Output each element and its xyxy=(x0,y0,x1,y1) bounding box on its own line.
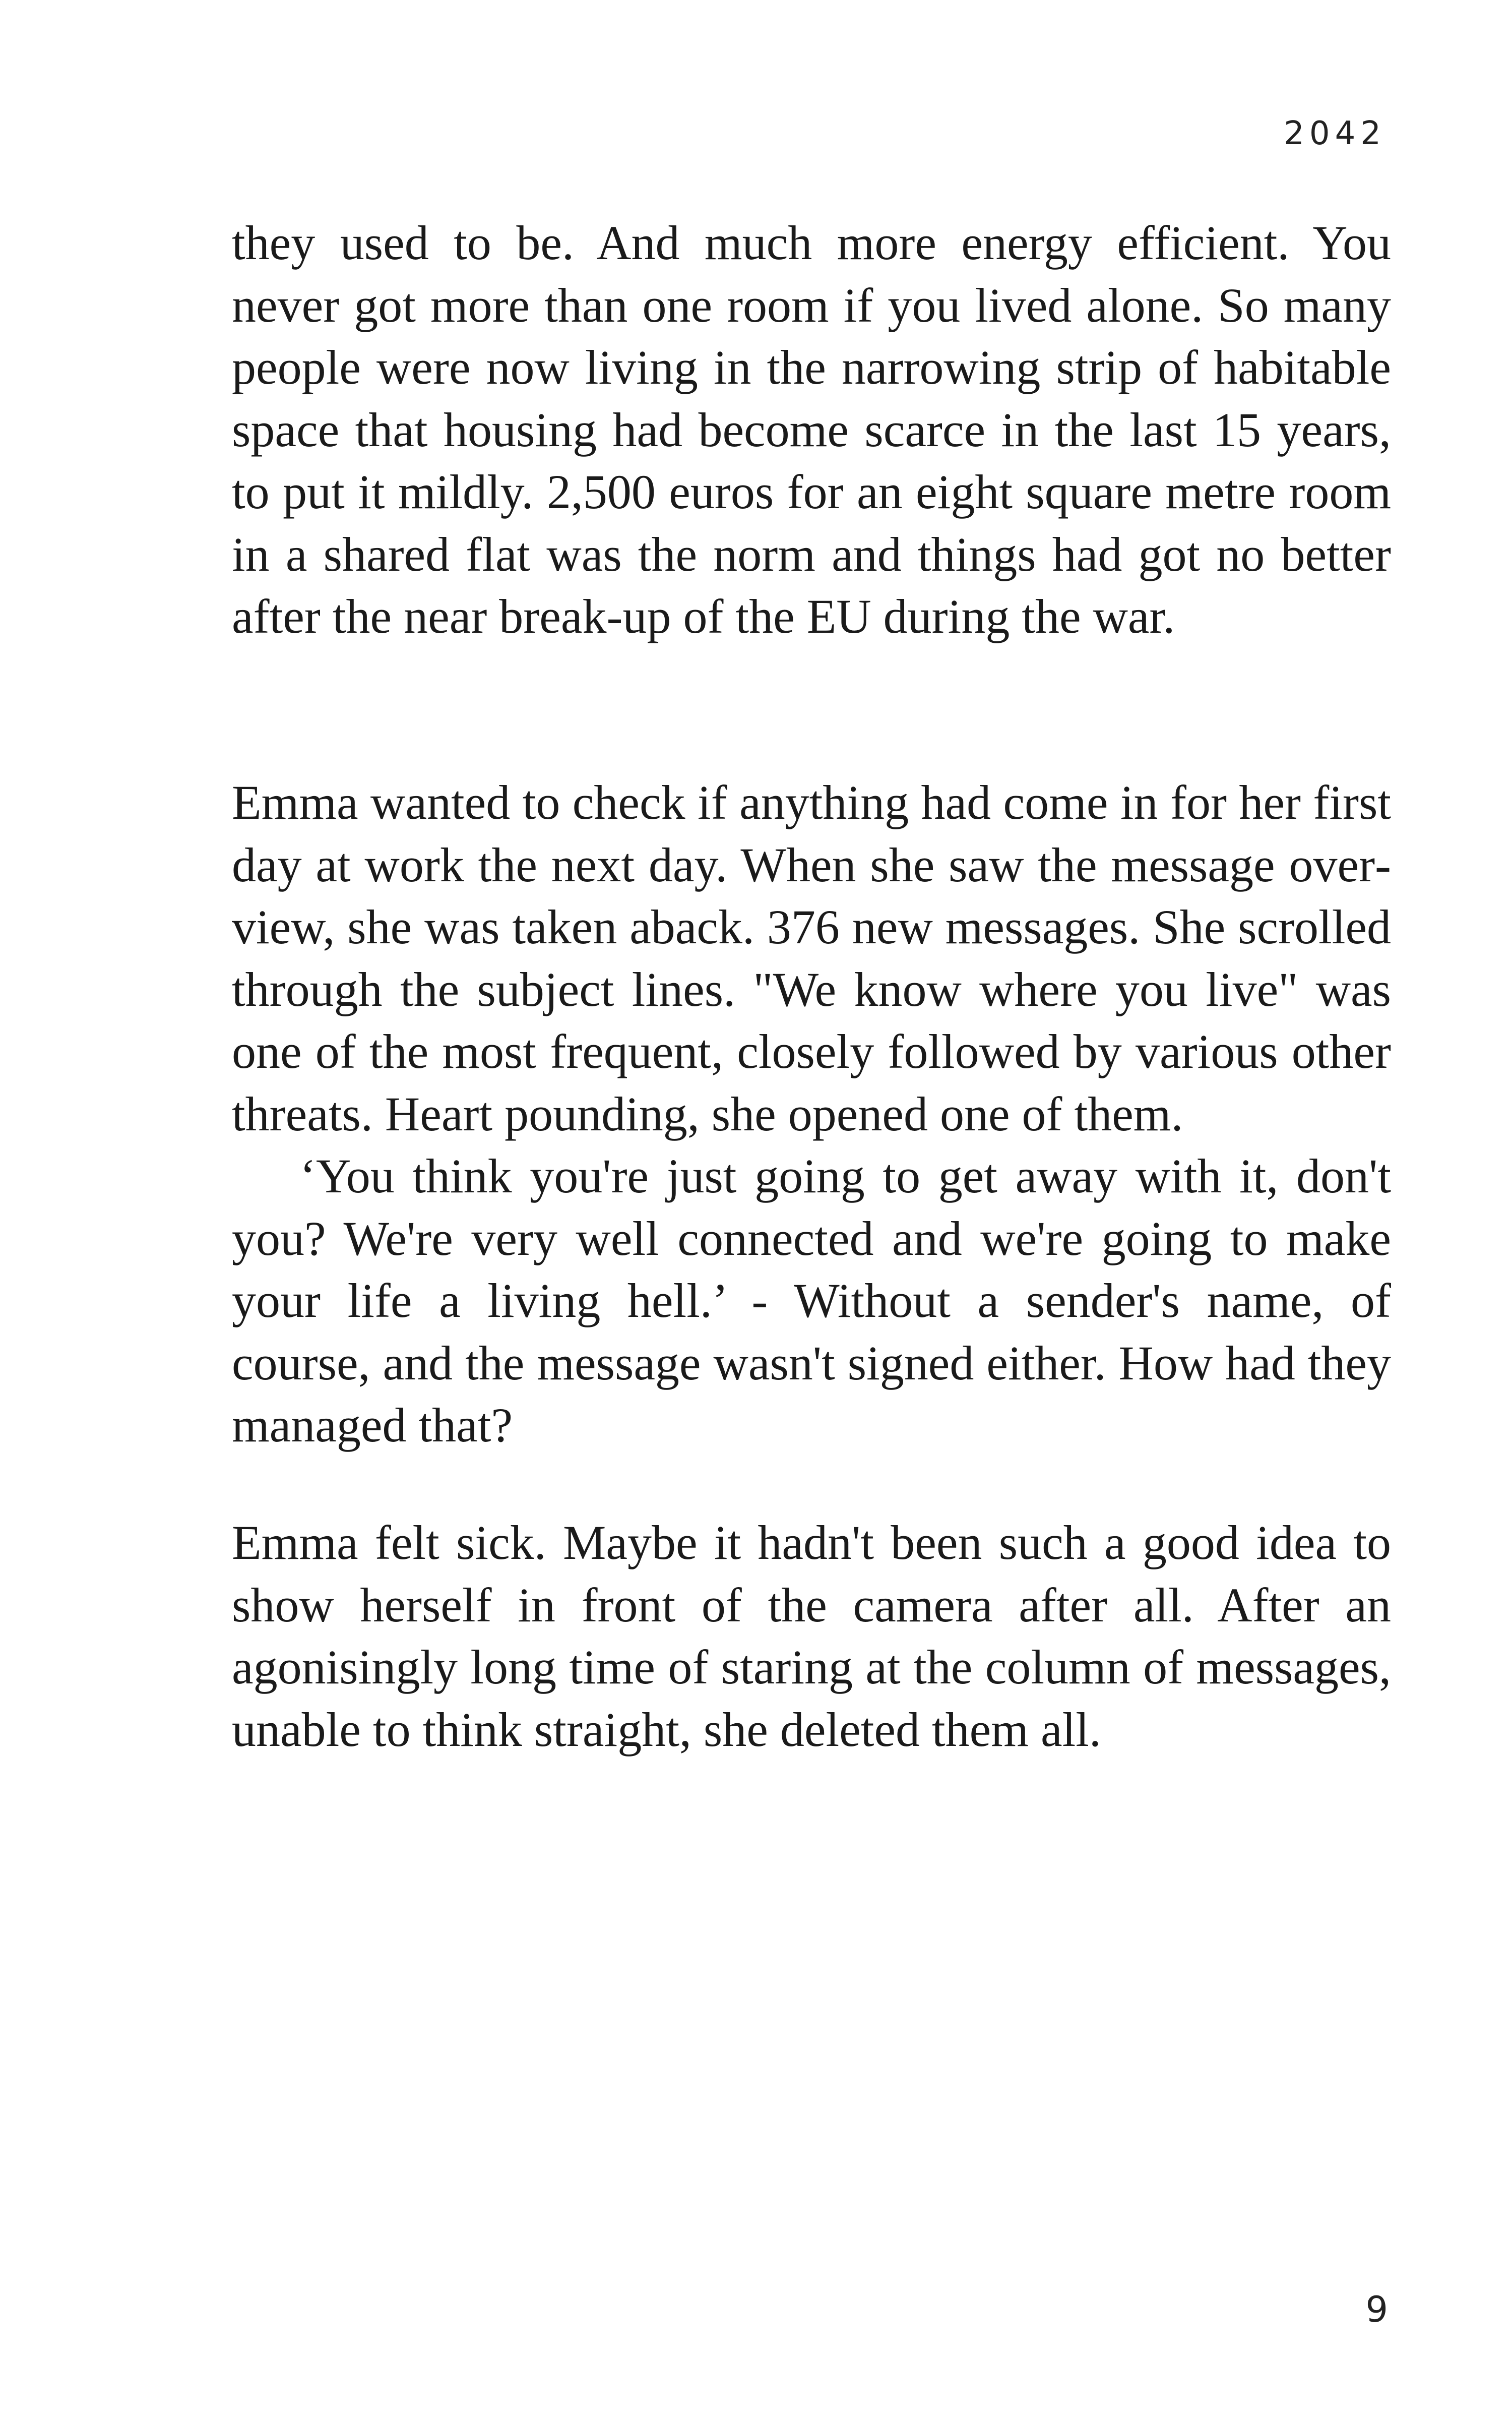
body-paragraph: Emma felt sick. Maybe it hadn't been such a good idea to show herself in front of the camera after all. After an agonisingly long time of staring at the column of messages, unable to think straight, she deleted them all. xyxy=(232,1516,1391,1757)
body-paragraph: Emma wanted to check if anything had come in for her first day at work the next day. When she saw the message overview, she was taken aback. 376 new messages. She scrolled through the subject lines. "We know where you live" was one of the most frequent, closely followed by various other threats. Heart pounding, she opened one of them. xyxy=(232,775,1391,1141)
text-section-2 xyxy=(232,771,1391,1457)
body-paragraph: they used to be. And much more energy efficient. You never got more than one room if you lived alone. So many people were now living in the narrowing strip of habitable space that housing had become scarce in the last 15 years, to put it mildly. 2,500 euros for an eight square metre room in a shared flat was the norm and things had got no better after the near break-up of the EU during the war. xyxy=(232,216,1391,643)
text-section-1 xyxy=(232,212,1391,648)
page-number: 9 xyxy=(1365,2289,1388,2330)
text-section-3 xyxy=(232,1511,1391,1761)
running-title: 2042 xyxy=(1284,115,1386,152)
body-paragraph-indented: ‘You think you're just going to get away with it, don't you? We're very well connected and we're going to make your life a living hell.’ - Without a sender's name, of course, and the message wasn't signed either. How had they managed that? xyxy=(232,1149,1391,1452)
